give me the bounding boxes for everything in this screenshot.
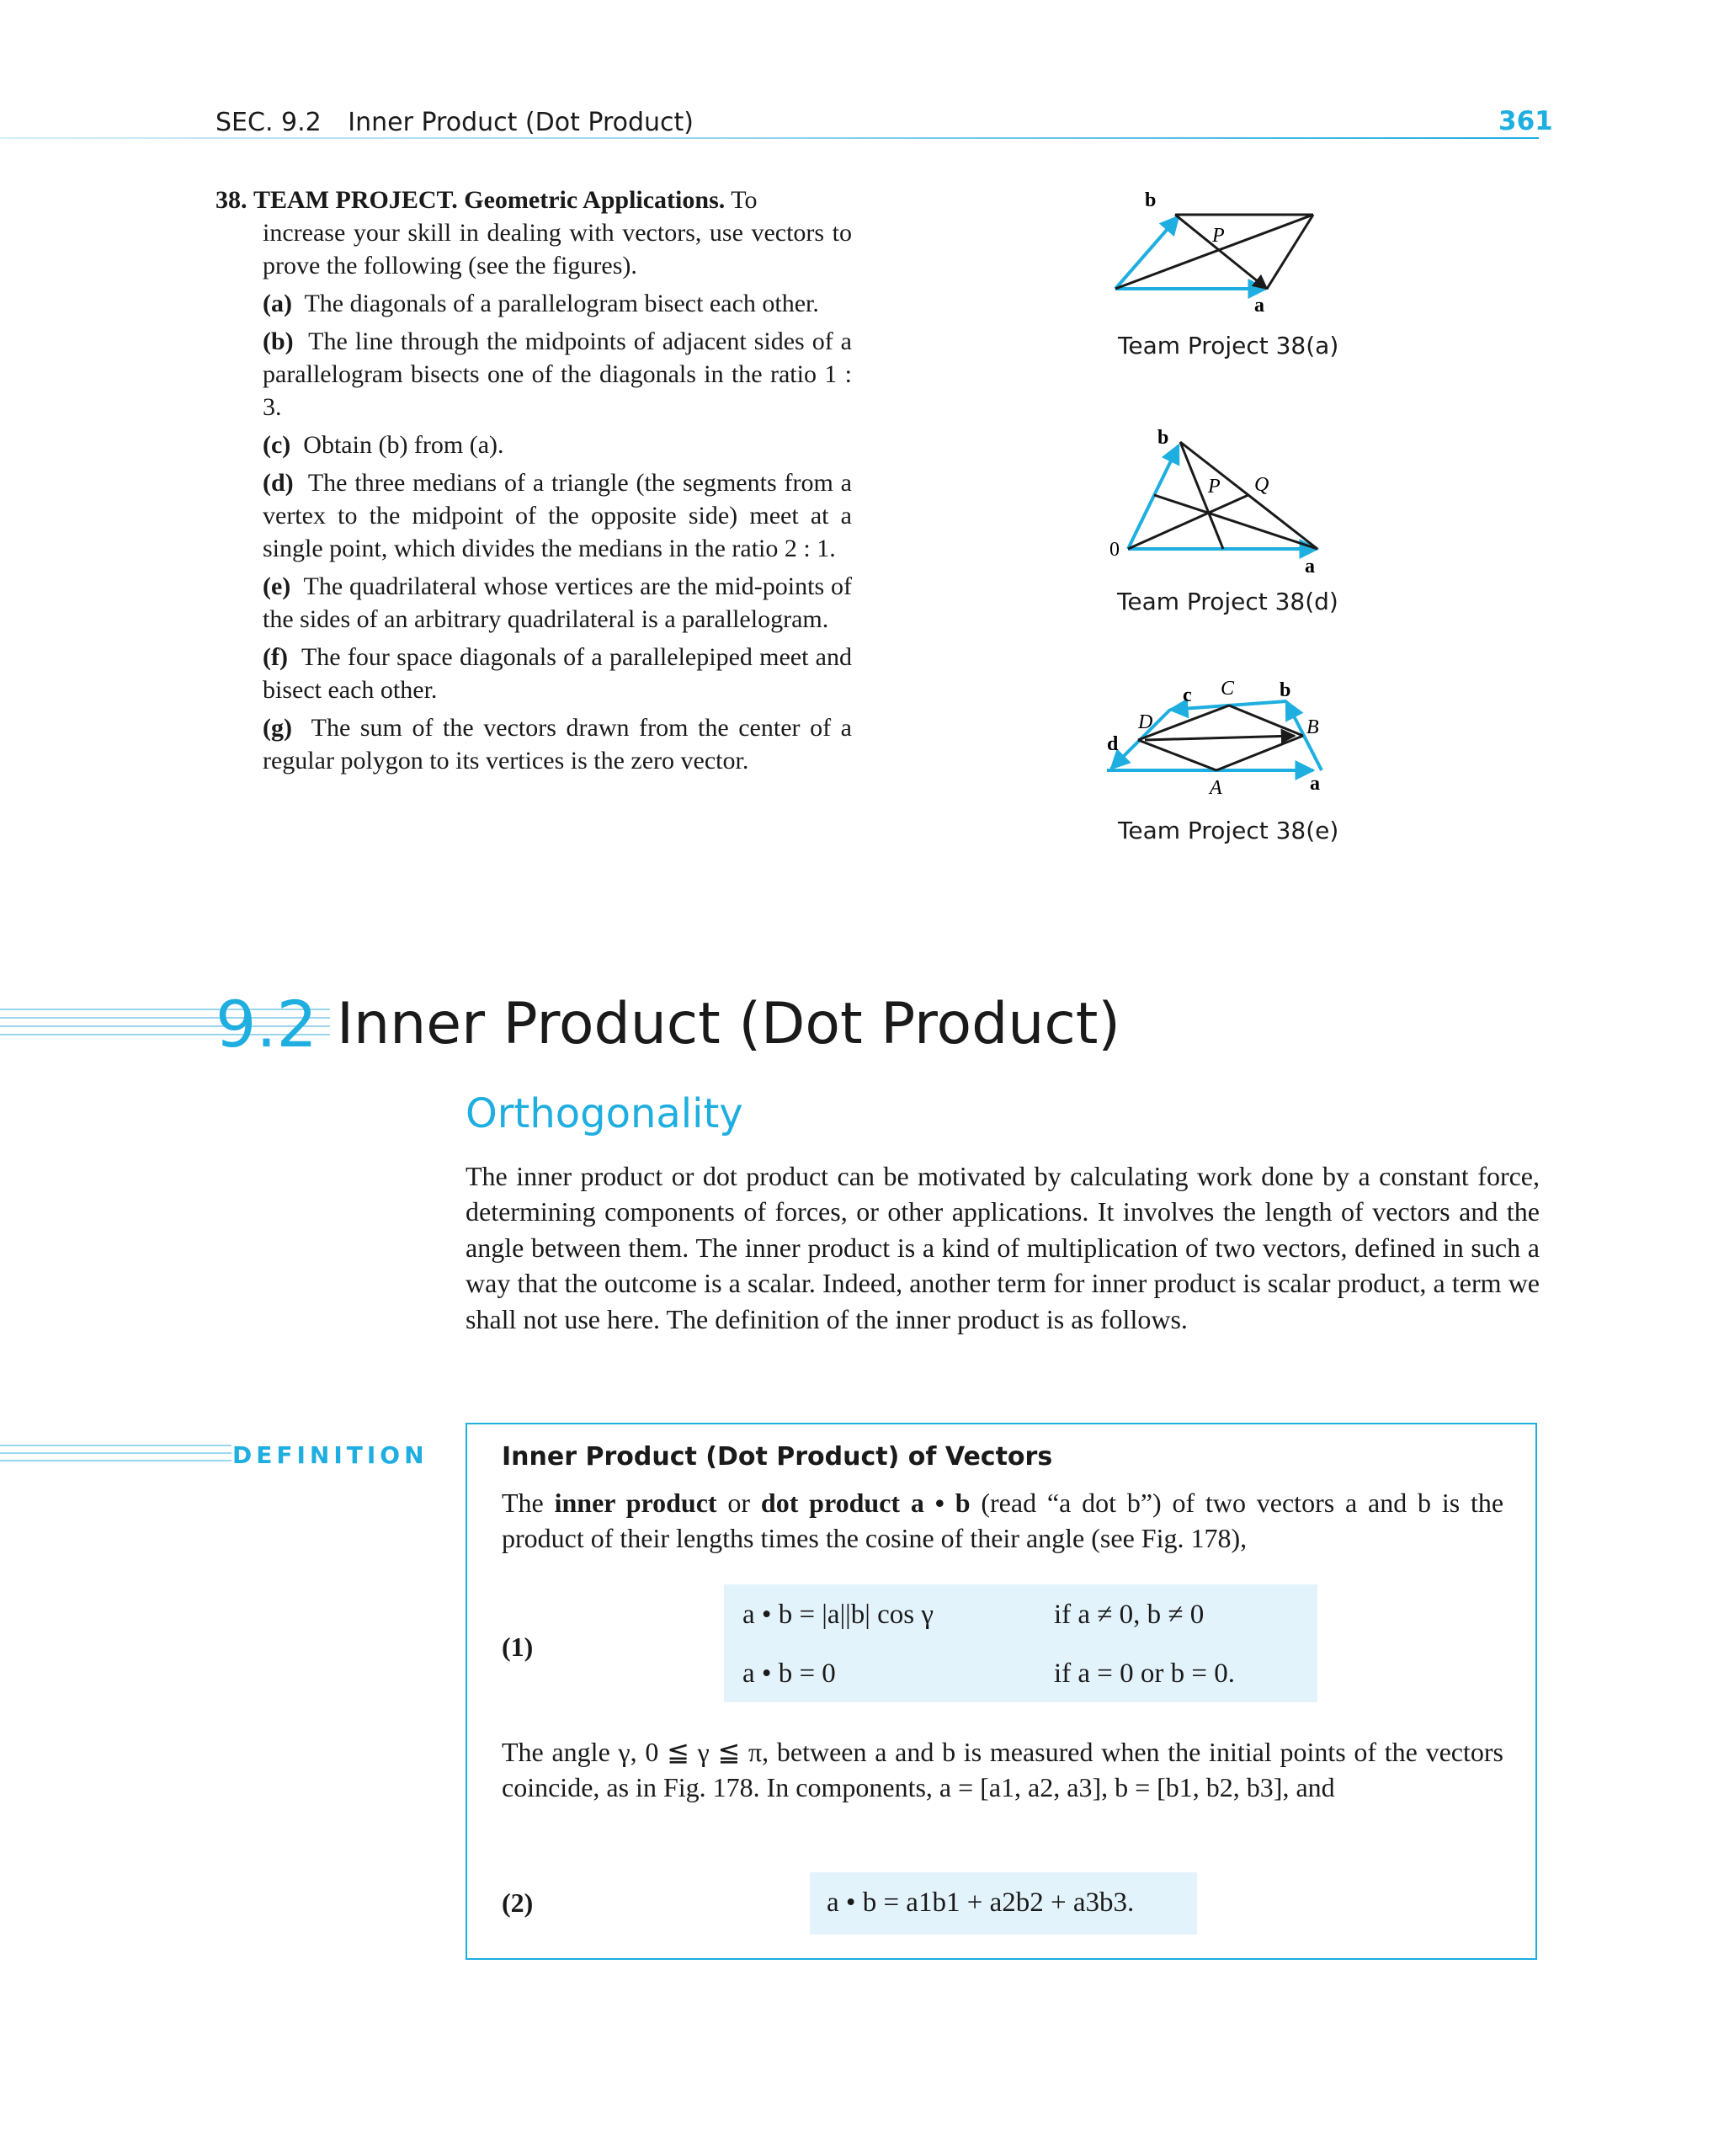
team-project: [216, 184, 852, 777]
label-C: C: [1221, 678, 1235, 700]
item-text: The three medians of a triangle (the segments from a vertex to the midpoint of the opposite side) meet at a single point, which divides the medians in the ratio 2 : 1.: [263, 469, 852, 562]
project-heading: [216, 184, 852, 216]
def-text-or: or: [727, 1488, 751, 1518]
definition-title: Inner Product (Dot Product) of Vectors: [502, 1442, 1053, 1472]
label-b: b: [1157, 427, 1169, 449]
page-number: 361: [1498, 106, 1553, 136]
label-c: c: [1183, 684, 1192, 706]
item-text: The diagonals of a parallelogram bisect each other.: [304, 290, 819, 317]
project-item-f: [216, 641, 852, 706]
label-P: P: [1212, 225, 1225, 247]
figure-38a-parallelogram: [1103, 189, 1338, 316]
item-text: The four space diagonals of a parallelepiped meet and bisect each other.: [263, 643, 852, 704]
label-D: D: [1138, 711, 1153, 733]
running-head-title: Inner Product (Dot Product): [348, 108, 694, 137]
label-b: b: [1280, 679, 1291, 701]
equation-2: a • b = a1b1 + a2b2 + a3b3.: [827, 1887, 1135, 1918]
label-origin: 0: [1109, 539, 1120, 561]
running-head: [216, 108, 694, 137]
equation-1-condition-1: if a ≠ 0, b ≠ 0: [1054, 1600, 1205, 1630]
label-A: A: [1210, 777, 1222, 799]
subsection-title: Orthogonality: [466, 1090, 743, 1137]
label-P: P: [1208, 476, 1221, 498]
term-dot-product: dot product: [760, 1488, 901, 1518]
caption-38d: Team Project 38(d): [1117, 588, 1338, 615]
intro-paragraph: The inner product or dot product can be motivated by calculating work done by a constant force, determining components of forces, or other applications. It involves the length of vectors and the angle between them. The inner product is a kind of multiplication of two vectors, defined in such a way that the outcome is a scalar. Indeed, another term for inner product is scalar product, a term we shall not use here. The definition of the inner product is as follows.: [466, 1161, 1540, 1334]
section-title: Inner Product (Dot Product): [337, 991, 1120, 1057]
item-label: (g): [263, 714, 292, 742]
def-text-the: The: [502, 1488, 544, 1518]
project-intro: increase your skill in dealing with vectors, use vectors to prove the following (see the figures).: [263, 219, 852, 279]
running-head-section: SEC. 9.2: [216, 108, 322, 137]
project-intro-first: To: [731, 186, 758, 214]
equation-1-line-2: a • b = 0: [742, 1658, 836, 1689]
label-a: a: [1305, 556, 1315, 577]
project-item-a: [216, 287, 852, 320]
item-label: (e): [263, 572, 291, 600]
item-text: The line through the midpoints of adjacent sides of a parallelogram bisects one of the diagonals in the ratio 1 : 3.: [263, 327, 852, 421]
equation-1-condition-2: if a = 0 or b = 0.: [1054, 1658, 1236, 1689]
item-label: (a): [263, 290, 292, 317]
project-item-b: [216, 325, 852, 423]
project-title: TEAM PROJECT. Geometric Applications.: [253, 186, 726, 214]
def-text-rest: (read “a dot b”) of two vectors a and b is the product of their lengths times the cosine of their angle (see Fig. 178),: [502, 1488, 1504, 1553]
angle-paragraph: The angle γ, 0 ≦ γ ≦ π, between a and b is measured when the initial points of the vectors coincide, as in Fig. 178. In components, a = [a1, a2, a3], b = [b1, b2, b3], and: [502, 1737, 1503, 1802]
figure-38d-triangle: [1103, 425, 1330, 577]
label-d: d: [1107, 733, 1119, 755]
item-text: Obtain (b) from (a).: [303, 431, 504, 459]
item-label: (f): [263, 643, 288, 671]
project-item-g: [216, 711, 852, 777]
definition-decoration: [0, 1445, 231, 1467]
term-inner-product: inner product: [554, 1488, 717, 1518]
item-label: (d): [263, 469, 294, 497]
project-item-d: [216, 466, 852, 565]
definition-label: DEFINITION: [232, 1441, 428, 1469]
item-text: The quadrilateral whose vertices are the mid-points of the sides of an arbitrary quadrilateral is a parallelogram.: [263, 572, 852, 633]
label-Q: Q: [1254, 474, 1269, 496]
figure-38e-quadrilateral: [1094, 669, 1347, 812]
item-text: The sum of the vectors drawn from the center of a regular polygon to its vertices is the zero vector.: [263, 714, 853, 775]
caption-38e: Team Project 38(e): [1118, 817, 1339, 844]
caption-38a: Team Project 38(a): [1118, 332, 1339, 359]
label-B: B: [1306, 716, 1319, 738]
equation-2-label: (2): [502, 1887, 534, 1918]
definition-text: The inner product or dot product a • b (read “a dot b”) of two vectors a and b is the product of their lengths times the cosine of their angle (see Fig. 178),: [502, 1488, 1504, 1553]
project-number: 38.: [216, 186, 247, 214]
section-number: 9.2: [216, 987, 317, 1062]
item-label: (c): [263, 431, 291, 459]
equation-1-label: (1): [502, 1632, 534, 1662]
project-item-e: [216, 570, 852, 636]
project-item-c: [216, 429, 852, 461]
header-rule: [0, 137, 1539, 139]
label-a: a: [1310, 773, 1320, 795]
item-label: (b): [263, 327, 294, 355]
vector-b: [1128, 445, 1179, 549]
equation-1-line-1: a • b = |a||b| cos γ: [742, 1600, 934, 1630]
label-b: b: [1145, 189, 1157, 211]
label-a: a: [1254, 295, 1264, 316]
